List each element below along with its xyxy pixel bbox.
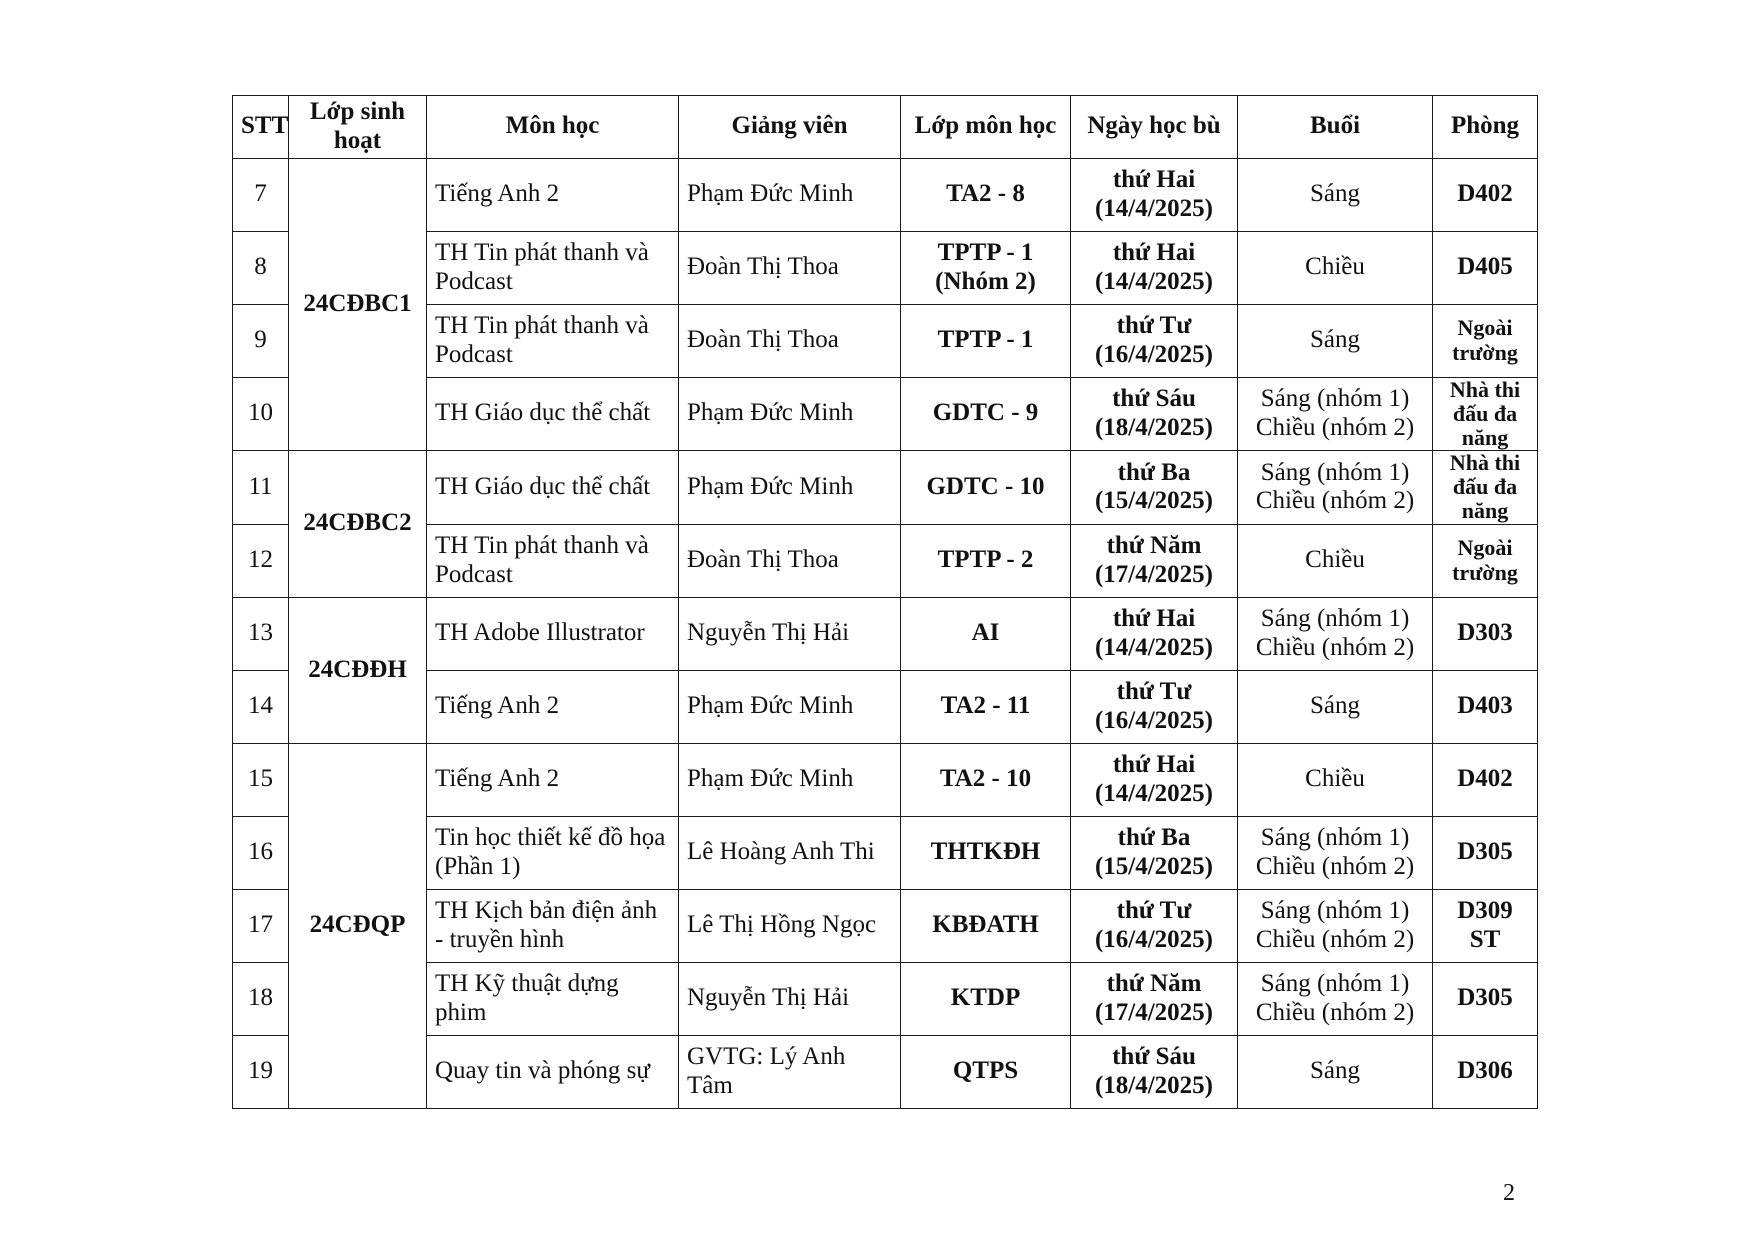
table-row xyxy=(233,377,1538,451)
date-weekday: thứ Ba xyxy=(1117,823,1191,851)
cell-date xyxy=(1071,1035,1238,1108)
cell-course-code: KBĐATH xyxy=(901,889,1071,962)
date-weekday: thứ Ba xyxy=(1117,458,1191,486)
cell-room: D402 xyxy=(1433,158,1538,231)
cell-teacher: Đoàn Thị Thoa xyxy=(679,304,901,377)
table-row xyxy=(233,158,1538,231)
page-number: 2 xyxy=(1503,1180,1515,1206)
cell-course-code: TA2 - 10 xyxy=(901,743,1071,816)
cell-date xyxy=(1071,231,1238,304)
cell-room: D305 xyxy=(1433,962,1538,1035)
cell-teacher: Phạm Đức Minh xyxy=(679,743,901,816)
table-row xyxy=(233,451,1538,525)
cell-stt: 9 xyxy=(233,304,289,377)
cell-subject: TH Kịch bản điện ảnh - truyền hình xyxy=(427,889,679,962)
cell-teacher: Phạm Đức Minh xyxy=(679,158,901,231)
cell-course-code: TA2 - 11 xyxy=(901,670,1071,743)
date-weekday: thứ Năm xyxy=(1106,969,1202,997)
table-row xyxy=(233,670,1538,743)
cell-session: Sáng (nhóm 1) Chiều (nhóm 2) xyxy=(1238,451,1433,525)
cell-subject: Tiếng Anh 2 xyxy=(427,670,679,743)
cell-room: D403 xyxy=(1433,670,1538,743)
date-value: (18/4/2025) xyxy=(1094,413,1214,441)
cell-date xyxy=(1071,743,1238,816)
cell-session: Chiều xyxy=(1238,524,1433,597)
cell-course-code: TA2 - 8 xyxy=(901,158,1071,231)
cell-course-code: TPTP - 1 xyxy=(901,304,1071,377)
cell-date xyxy=(1071,889,1238,962)
cell-date xyxy=(1071,670,1238,743)
cell-session: Sáng (nhóm 1) Chiều (nhóm 2) xyxy=(1238,889,1433,962)
table-row xyxy=(233,231,1538,304)
cell-room: D306 xyxy=(1433,1035,1538,1108)
date-weekday: thứ Hai xyxy=(1112,238,1196,266)
cell-subject: Tiếng Anh 2 xyxy=(427,158,679,231)
cell-room: D309 ST xyxy=(1433,889,1538,962)
cell-class-group: 24CĐBC2 xyxy=(289,451,427,598)
date-weekday: thứ Hai xyxy=(1112,750,1196,778)
cell-class-group: 24CĐQP xyxy=(289,743,427,1108)
table-row xyxy=(233,597,1538,670)
cell-stt: 19 xyxy=(233,1035,289,1108)
date-weekday: thứ Tư xyxy=(1116,311,1192,339)
cell-teacher: Lê Hoàng Anh Thi xyxy=(679,816,901,889)
cell-class-group: 24CĐBC1 xyxy=(289,158,427,451)
cell-date xyxy=(1071,158,1238,231)
cell-date xyxy=(1071,304,1238,377)
cell-session: Sáng xyxy=(1238,670,1433,743)
cell-date xyxy=(1071,816,1238,889)
cell-teacher: Phạm Đức Minh xyxy=(679,670,901,743)
cell-room: Nhà thi đấu đa năng xyxy=(1433,451,1538,525)
cell-class-group: 24CĐĐH xyxy=(289,597,427,743)
date-weekday: thứ Sáu xyxy=(1112,385,1196,413)
cell-session: Sáng (nhóm 1) Chiều (nhóm 2) xyxy=(1238,377,1433,451)
cell-teacher: Nguyễn Thị Hải xyxy=(679,962,901,1035)
date-weekday: thứ Tư xyxy=(1116,677,1192,705)
cell-subject: TH Tin phát thanh và Podcast xyxy=(427,304,679,377)
cell-subject: TH Kỹ thuật dựng phim xyxy=(427,962,679,1035)
table-row xyxy=(233,1035,1538,1108)
cell-course-code: TPTP - 1 (Nhóm 2) xyxy=(901,231,1071,304)
cell-room: Nhà thi đấu đa năng xyxy=(1433,377,1538,451)
date-value: (16/4/2025) xyxy=(1094,706,1214,734)
cell-stt: 16 xyxy=(233,816,289,889)
cell-teacher: Nguyễn Thị Hải xyxy=(679,597,901,670)
cell-course-code: THTKĐH xyxy=(901,816,1071,889)
cell-subject: Tiếng Anh 2 xyxy=(427,743,679,816)
cell-room: D303 xyxy=(1433,597,1538,670)
cell-date xyxy=(1071,451,1238,525)
date-weekday: thứ Hai xyxy=(1112,165,1196,193)
date-weekday: thứ Sáu xyxy=(1112,1042,1196,1070)
table-row xyxy=(233,816,1538,889)
cell-session: Sáng (nhóm 1) Chiều (nhóm 2) xyxy=(1238,962,1433,1035)
cell-subject: TH Tin phát thanh và Podcast xyxy=(427,231,679,304)
cell-stt: 12 xyxy=(233,524,289,597)
cell-course-code: KTDP xyxy=(901,962,1071,1035)
cell-course-code: GDTC - 10 xyxy=(901,451,1071,525)
cell-subject: Tin học thiết kế đồ họa (Phần 1) xyxy=(427,816,679,889)
cell-session: Sáng xyxy=(1238,1035,1433,1108)
header-course-code: Lớp môn học xyxy=(901,96,1071,159)
table-row xyxy=(233,889,1538,962)
cell-session: Sáng (nhóm 1) Chiều (nhóm 2) xyxy=(1238,816,1433,889)
makeup-schedule-table xyxy=(232,95,1538,1109)
header-teacher: Giảng viên xyxy=(679,96,901,159)
cell-date xyxy=(1071,962,1238,1035)
date-value: (15/4/2025) xyxy=(1094,852,1214,880)
cell-stt: 18 xyxy=(233,962,289,1035)
cell-date xyxy=(1071,524,1238,597)
date-value: (16/4/2025) xyxy=(1094,925,1214,953)
table-header-row xyxy=(233,96,1538,159)
cell-subject: TH Giáo dục thể chất xyxy=(427,377,679,451)
table-row xyxy=(233,962,1538,1035)
cell-session: Sáng xyxy=(1238,158,1433,231)
table-row xyxy=(233,524,1538,597)
date-value: (14/4/2025) xyxy=(1094,267,1214,295)
cell-stt: 7 xyxy=(233,158,289,231)
cell-stt: 14 xyxy=(233,670,289,743)
cell-subject: Quay tin và phóng sự xyxy=(427,1035,679,1108)
cell-course-code: QTPS xyxy=(901,1035,1071,1108)
date-value: (17/4/2025) xyxy=(1094,560,1214,588)
cell-teacher: Phạm Đức Minh xyxy=(679,451,901,525)
cell-teacher: GVTG: Lý Anh Tâm xyxy=(679,1035,901,1108)
cell-room: Ngoài trường xyxy=(1433,304,1538,377)
cell-room: Ngoài trường xyxy=(1433,524,1538,597)
cell-course-code: GDTC - 9 xyxy=(901,377,1071,451)
cell-room: D402 xyxy=(1433,743,1538,816)
cell-stt: 13 xyxy=(233,597,289,670)
cell-teacher: Đoàn Thị Thoa xyxy=(679,524,901,597)
cell-session: Chiều xyxy=(1238,743,1433,816)
header-session: Buổi xyxy=(1238,96,1433,159)
header-makeup-date: Ngày học bù xyxy=(1071,96,1238,159)
date-value: (14/4/2025) xyxy=(1094,633,1214,661)
cell-room: D305 xyxy=(1433,816,1538,889)
date-value: (16/4/2025) xyxy=(1094,340,1214,368)
cell-stt: 15 xyxy=(233,743,289,816)
date-value: (17/4/2025) xyxy=(1094,998,1214,1026)
header-stt: STT xyxy=(233,96,289,159)
cell-stt: 11 xyxy=(233,451,289,525)
table-row xyxy=(233,743,1538,816)
cell-stt: 17 xyxy=(233,889,289,962)
cell-room: D405 xyxy=(1433,231,1538,304)
date-value: (14/4/2025) xyxy=(1094,779,1214,807)
date-value: (18/4/2025) xyxy=(1094,1071,1214,1099)
cell-teacher: Phạm Đức Minh xyxy=(679,377,901,451)
cell-stt: 8 xyxy=(233,231,289,304)
header-subject: Môn học xyxy=(427,96,679,159)
cell-session: Chiều xyxy=(1238,231,1433,304)
header-room: Phòng xyxy=(1433,96,1538,159)
date-value: (14/4/2025) xyxy=(1094,194,1214,222)
cell-stt: 10 xyxy=(233,377,289,451)
table-row xyxy=(233,304,1538,377)
cell-course-code: TPTP - 2 xyxy=(901,524,1071,597)
cell-teacher: Đoàn Thị Thoa xyxy=(679,231,901,304)
cell-date xyxy=(1071,377,1238,451)
cell-session: Sáng (nhóm 1) Chiều (nhóm 2) xyxy=(1238,597,1433,670)
cell-session: Sáng xyxy=(1238,304,1433,377)
cell-subject: TH Adobe Illustrator xyxy=(427,597,679,670)
date-weekday: thứ Năm xyxy=(1106,531,1202,559)
cell-course-code: AI xyxy=(901,597,1071,670)
cell-date xyxy=(1071,597,1238,670)
date-value: (15/4/2025) xyxy=(1094,487,1214,515)
cell-subject: TH Tin phát thanh và Podcast xyxy=(427,524,679,597)
date-weekday: thứ Tư xyxy=(1116,896,1192,924)
header-class: Lớp sinh hoạt xyxy=(289,96,427,159)
cell-subject: TH Giáo dục thể chất xyxy=(427,451,679,525)
date-weekday: thứ Hai xyxy=(1112,604,1196,632)
cell-teacher: Lê Thị Hồng Ngọc xyxy=(679,889,901,962)
